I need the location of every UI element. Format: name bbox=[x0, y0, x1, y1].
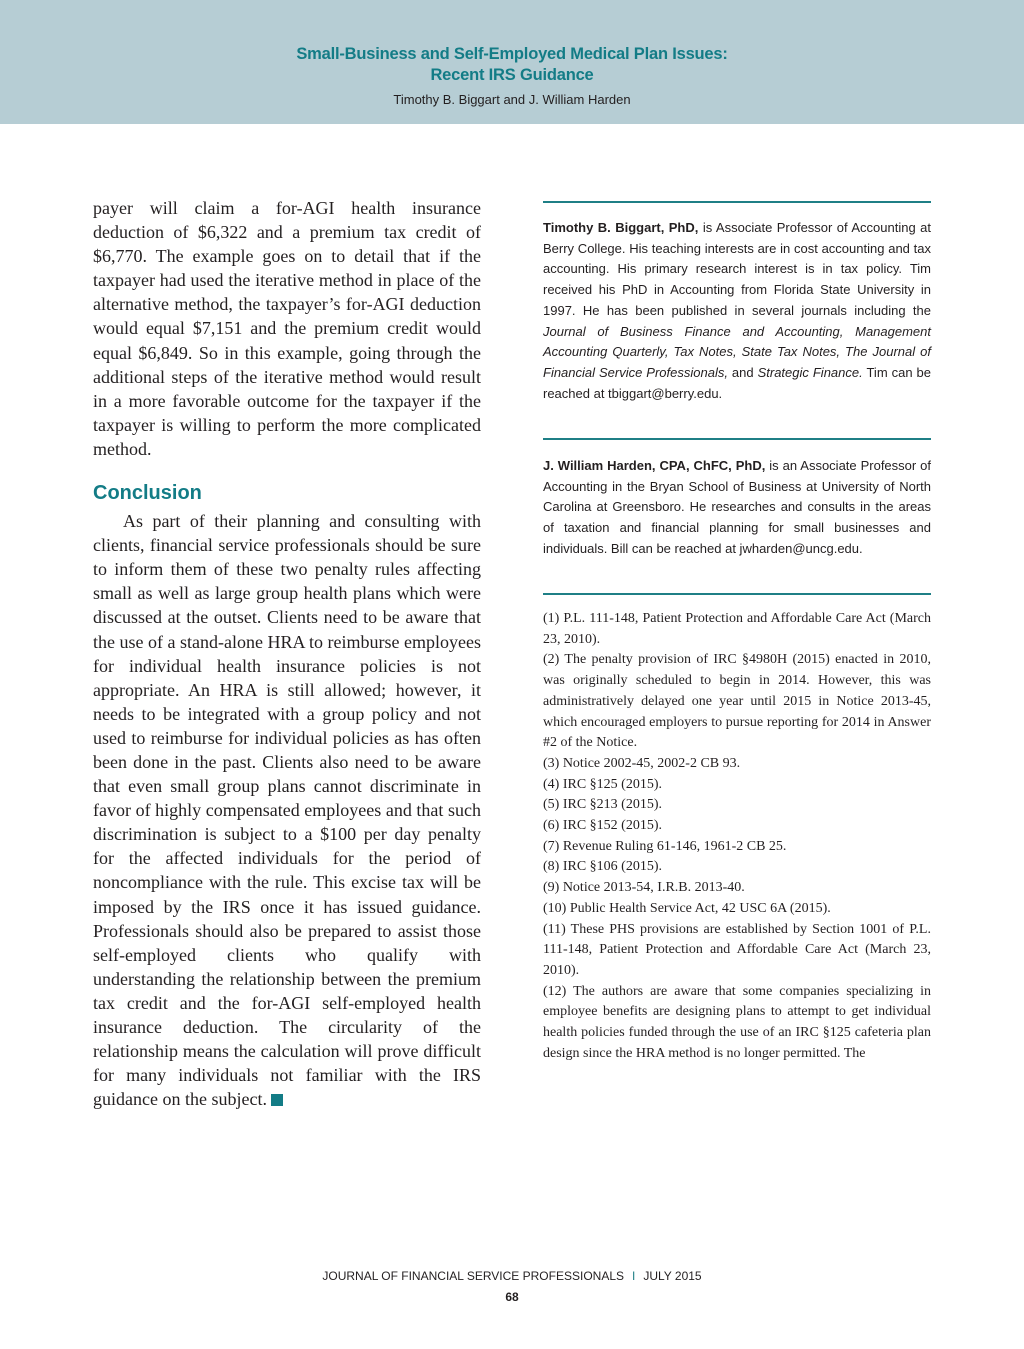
endnotes bbox=[543, 609, 931, 1064]
endnote: (3) Notice 2002-45, 2002-2 CB 93. bbox=[543, 755, 741, 771]
endnote: (5) IRC §213 (2015). bbox=[543, 797, 662, 813]
endnote: (4) IRC §125 (2015). bbox=[543, 776, 662, 792]
endnote: (1) P.L. 111-148, Patient Protection and Affordable Care Act (March 23, 2010). bbox=[543, 611, 931, 647]
article-title-line2: Recent IRS Guidance bbox=[430, 66, 594, 84]
endnote: (6) IRC §152 (2015). bbox=[543, 818, 662, 834]
conclusion-text: As part of their planning and consulting with clients, financial service professionals should be sure to inform them of these two penalty rules affecting small as well as large group health plans which were discussed at the outset. Clients need to be aware that the use of a stand-alone HRA to reimburse employees for individual health insurance policies is not appropriate. An HRA is still allowed; however, it needs to be integrated with a group policy and not used to reimburse for individual policies as has often been done in the past. Clients also need to be aware that even small group plans cannot discriminate in favor of highly compensated employees and that such discrimination is subject to a $100 per day penalty for the affected individuals for the period of noncompliance with the rule. This excise tax will be imposed by the IRS once it has issued guidance. Professionals should also be prepared to assist those self-employed clients who qualify with understanding the relationship between the premium tax credit and the for-AGI self-employed health insurance deduction. The circularity of the relationship means the calculation will prove difficult for many individuals not familiar with the IRS guidance on the subject. bbox=[93, 511, 481, 1110]
article-header bbox=[0, 0, 1024, 124]
journal-name: JOURNAL OF FINANCIAL SERVICE PROFESSIONALS bbox=[322, 1269, 624, 1283]
bio-journal-last: Strategic Finance. bbox=[757, 364, 863, 380]
footer-separator: I bbox=[632, 1269, 636, 1283]
endnote: (9) Notice 2013-54, I.R.B. 2013-40. bbox=[543, 880, 745, 896]
notes-divider bbox=[543, 593, 931, 595]
author-bio-harden bbox=[543, 456, 931, 560]
bio-divider-middle bbox=[543, 438, 931, 440]
bio-text: is an Associate Professor of Accounting in the Bryan School of Business at University of North Carolina at Greensboro. He researches and consults in the areas of taxation and financial planning for small businesses and individuals. Bill can be reached at jwharden@uncg.edu. bbox=[543, 458, 932, 556]
body-paragraph: payer will claim a for-AGI health insurance deduction of $6,322 and a premium tax credit of $6,770. The example goes on to detail that if the taxpayer had used the iterative method in place of the alternative method, the taxpayer’s for-AGI deduction would equal $7,151 and the premium credit would equal $6,849. So in this example, going through the additional steps of the iterative method would result in a more favorable outcome for the taxpayer if the taxpayer is willing to perform the more complicated method. bbox=[93, 198, 481, 459]
bio-contact: Tim can be reached at tbiggart@berry.edu. bbox=[543, 364, 931, 401]
endnote: (7) Revenue Ruling 61-146, 1961-2 CB 25. bbox=[543, 838, 787, 854]
endnote: (11) These PHS provisions are established by Section 1001 of P.L. 111-148, Patient Protection and Affordable Care Act (March 23, 2010). bbox=[543, 921, 931, 978]
endnote: (10) Public Health Service Act, 42 USC 6A (2015). bbox=[543, 900, 831, 916]
bio-name: Timothy B. Biggart, PhD, bbox=[543, 220, 699, 235]
bio-journals: Journal of Business Finance and Accounting, Management Accounting Quarterly, Tax Notes, State Tax Notes, The Journal of Financial Service Professionals, bbox=[543, 323, 931, 380]
page-number: 68 bbox=[505, 1290, 519, 1304]
conclusion-heading: Conclusion bbox=[93, 482, 202, 505]
article-authors: Timothy B. Biggart and J. William Harden bbox=[393, 92, 631, 107]
bio-divider-top bbox=[543, 201, 931, 203]
page-footer bbox=[0, 1269, 1024, 1283]
endnote: (12) The authors are aware that some companies specializing in employee benefits are designing plans to attempt to get individual health policies funded through the use of an IRC §125 cafeteria plan design since the HRA method is no longer permitted. The bbox=[543, 983, 931, 1061]
bio-text: is Associate Professor of Accounting at Berry College. His teaching interests are in cost accounting and tax accounting. His primary research interest is in tax policy. Tim received his PhD in Accounting from Florida State University in 1997. He has been published in several journals including the bbox=[543, 220, 931, 318]
endnote: (8) IRC §106 (2015). bbox=[543, 859, 662, 875]
bio-name: J. William Harden, CPA, ChFC, PhD, bbox=[543, 458, 766, 473]
conclusion-paragraph bbox=[93, 509, 481, 1111]
end-of-article-square-icon bbox=[271, 1094, 283, 1106]
bio-text-and: and bbox=[727, 364, 758, 380]
issue-date: JULY 2015 bbox=[643, 1269, 702, 1283]
article-title-line1: Small-Business and Self-Employed Medical Plan Issues: bbox=[296, 45, 728, 63]
endnote: (2) The penalty provision of IRC §4980H (2015) enacted in 2010, was originally scheduled to begin in 2014. However, this was administratively delayed one year until 2015 in Notice 2013-45, which encouraged employers to pursue reporting for 2014 in Answer #2 of the Notice. bbox=[543, 652, 931, 751]
main-text-column bbox=[93, 196, 481, 1111]
author-bio-biggart bbox=[543, 218, 931, 404]
